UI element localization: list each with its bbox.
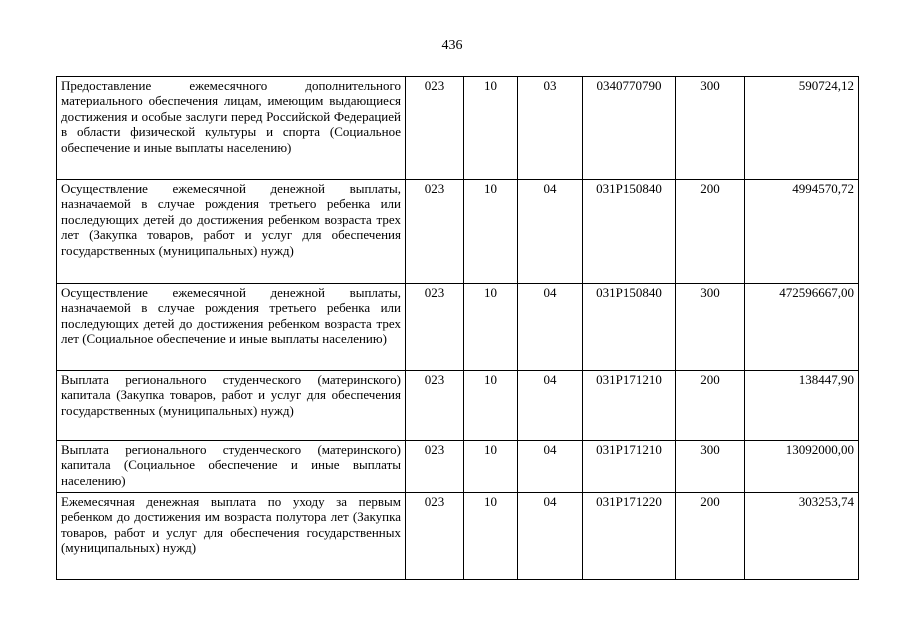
expense-type-code: 300 xyxy=(676,284,745,371)
section-code: 10 xyxy=(464,493,518,580)
ministry-code: 023 xyxy=(406,371,464,441)
amount-cell: 303253,74 xyxy=(745,493,859,580)
expense-type-code: 200 xyxy=(676,180,745,284)
amount-cell: 590724,12 xyxy=(745,77,859,180)
ministry-code: 023 xyxy=(406,77,464,180)
table-row xyxy=(57,371,859,441)
row-description: Осуществление ежемесячной денежной выплаты, назначаемой в случае рождения третьего ребенка или последующих детей до достижения ребенком возраста трех лет (Закупка товаров, работ и услуг для обеспечения государственных (муниципальных) нужд) xyxy=(57,180,406,284)
ministry-code: 023 xyxy=(406,180,464,284)
table-row xyxy=(57,493,859,580)
target-article-code: 031Р171220 xyxy=(583,493,676,580)
row-description: Ежемесячная денежная выплата по уходу за первым ребенком до достижения им возраста полутора лет (Закупка товаров, работ и услуг для обеспечения государственных (муниципальных) нужд) xyxy=(57,493,406,580)
subsection-code: 04 xyxy=(518,180,583,284)
table-row xyxy=(57,441,859,493)
expense-type-code: 200 xyxy=(676,493,745,580)
amount-cell: 138447,90 xyxy=(745,371,859,441)
target-article-code: 0340770790 xyxy=(583,77,676,180)
expense-type-code: 300 xyxy=(676,441,745,493)
target-article-code: 031Р171210 xyxy=(583,441,676,493)
ministry-code: 023 xyxy=(406,493,464,580)
subsection-code: 04 xyxy=(518,284,583,371)
subsection-code: 04 xyxy=(518,441,583,493)
row-description: Предоставление ежемесячного дополнительного материального обеспечения лицам, имеющим выдающиеся достижения и особые заслуги перед Российской Федерацией в области физической культуры и спорта (Социальное обеспечение и иные выплаты населению) xyxy=(57,77,406,180)
section-code: 10 xyxy=(464,180,518,284)
ministry-code: 023 xyxy=(406,441,464,493)
section-code: 10 xyxy=(464,77,518,180)
expense-type-code: 200 xyxy=(676,371,745,441)
amount-cell: 13092000,00 xyxy=(745,441,859,493)
target-article-code: 031Р171210 xyxy=(583,371,676,441)
table-row xyxy=(57,77,859,180)
ministry-code: 023 xyxy=(406,284,464,371)
row-description: Выплата регионального студенческого (материнского) капитала (Социальное обеспечение и иные выплаты населению) xyxy=(57,441,406,493)
expense-type-code: 300 xyxy=(676,77,745,180)
amount-cell: 4994570,72 xyxy=(745,180,859,284)
table-row xyxy=(57,180,859,284)
amount-cell: 472596667,00 xyxy=(745,284,859,371)
subsection-code: 04 xyxy=(518,371,583,441)
row-description: Осуществление ежемесячной денежной выплаты, назначаемой в случае рождения третьего ребенка или последующих детей до достижения ребенком возраста трех лет (Социальное обеспечение и иные выплаты населению) xyxy=(57,284,406,371)
target-article-code: 031Р150840 xyxy=(583,180,676,284)
subsection-code: 04 xyxy=(518,493,583,580)
table-row xyxy=(57,284,859,371)
page-number: 436 xyxy=(441,38,463,53)
subsection-code: 03 xyxy=(518,77,583,180)
section-code: 10 xyxy=(464,371,518,441)
section-code: 10 xyxy=(464,441,518,493)
row-description: Выплата регионального студенческого (материнского) капитала (Закупка товаров, работ и услуг для обеспечения государственных (муниципальных) нужд) xyxy=(57,371,406,441)
section-code: 10 xyxy=(464,284,518,371)
target-article-code: 031Р150840 xyxy=(583,284,676,371)
budget-table xyxy=(56,76,859,580)
